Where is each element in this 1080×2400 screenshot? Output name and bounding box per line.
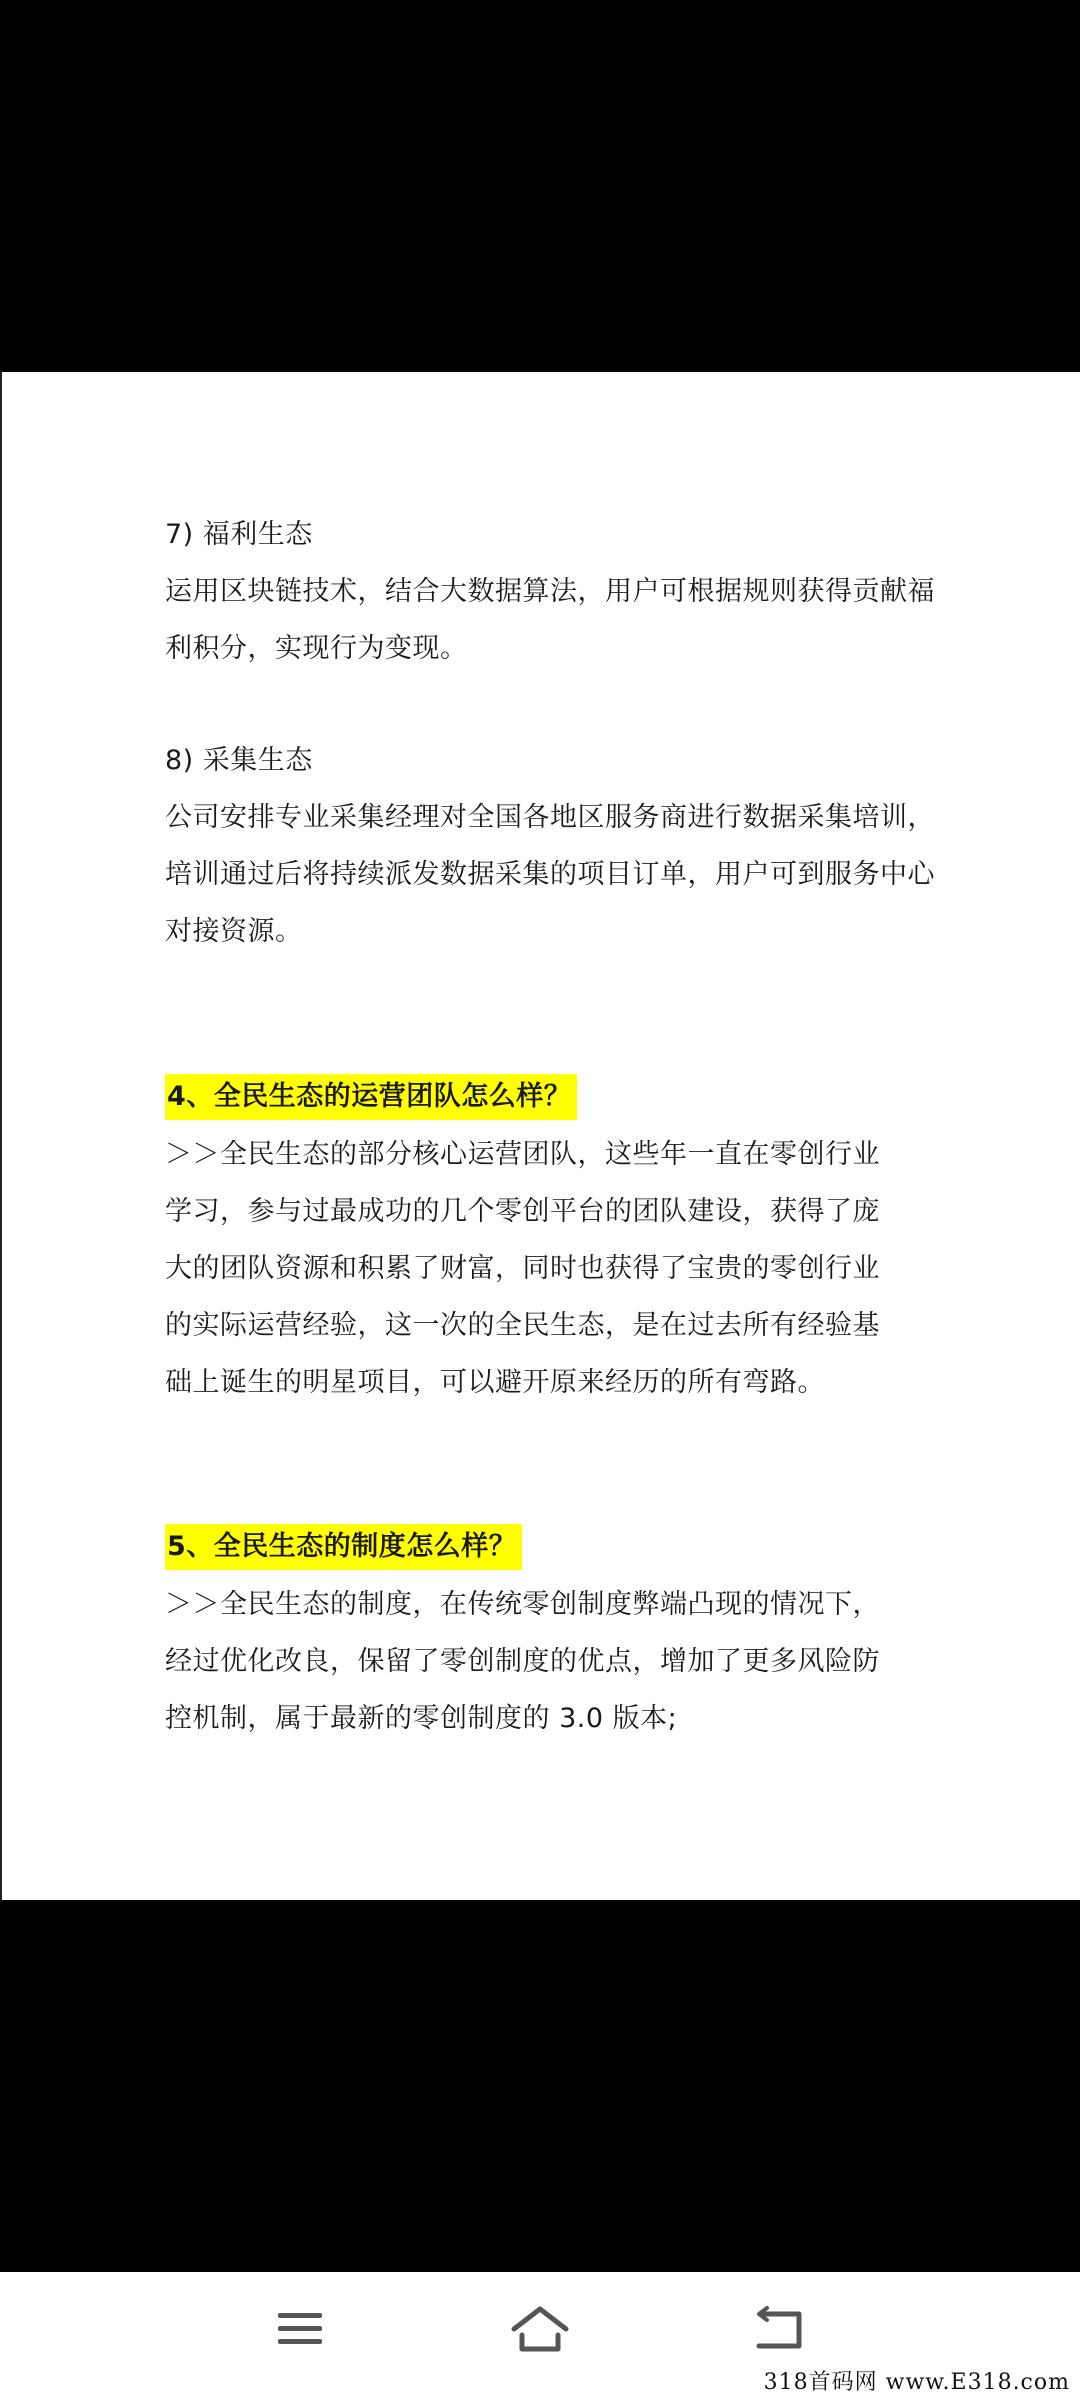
section-title: 7) 福利生态: [165, 519, 313, 550]
text-line: 学习，参与过最成功的几个零创平台的团队建设，获得了庞: [165, 1196, 880, 1227]
text-line: 的实际运营经验，这一次的全民生态，是在过去所有经验基: [165, 1310, 880, 1341]
home-icon: [510, 2305, 570, 2353]
section-body: [165, 563, 935, 677]
text-line: ＞＞全民生态的部分核心运营团队，这些年一直在零创行业: [165, 1139, 880, 1170]
top-black-bar: [0, 0, 1080, 372]
back-button[interactable]: [740, 2294, 820, 2364]
back-icon: [753, 2306, 807, 2352]
site-watermark: 318首码网 www.E318.com: [763, 2370, 1070, 2395]
menu-icon: [276, 2309, 324, 2349]
document-content: [0, 372, 1080, 1900]
section-welfare-ecology: [165, 506, 935, 677]
section-body: [165, 789, 935, 960]
text-line: 培训通过后将持续派发数据采集的项目订单，用户可到服务中心: [165, 859, 935, 890]
text-line: 控机制，属于最新的零创制度的 3.0 版本;: [165, 1703, 678, 1734]
menu-button[interactable]: [260, 2294, 340, 2364]
text-line: ＞＞全民生态的制度，在传统零创制度弊端凸现的情况下，: [165, 1589, 880, 1620]
question-answer: [165, 1576, 925, 1747]
question-heading-highlight: 5、全民生态的制度怎么样？: [165, 1524, 522, 1570]
question-4-operation-team: [165, 1068, 925, 1411]
text-line: 对接资源。: [165, 916, 303, 947]
text-line: 经过优化改良，保留了零创制度的优点，增加了更多风险防: [165, 1646, 880, 1677]
text-line: 公司安排专业采集经理对全国各地区服务商进行数据采集培训，: [165, 802, 935, 833]
text-line: 利积分，实现行为变现。: [165, 633, 468, 664]
section-title: 8) 采集生态: [165, 745, 313, 776]
question-answer: [165, 1126, 925, 1411]
bottom-black-bar: [0, 1900, 1080, 2272]
section-collection-ecology: [165, 732, 935, 960]
question-5-system: [165, 1518, 925, 1747]
question-heading-highlight: 4、全民生态的运营团队怎么样？: [165, 1074, 577, 1120]
navigation-bar: [0, 2272, 1080, 2400]
text-line: 础上诞生的明星项目，可以避开原来经历的所有弯路。: [165, 1367, 825, 1398]
text-line: 大的团队资源和积累了财富，同时也获得了宝贵的零创行业: [165, 1253, 880, 1284]
home-button[interactable]: [500, 2294, 580, 2364]
text-line: 运用区块链技术，结合大数据算法，用户可根据规则获得贡献福: [165, 576, 935, 607]
